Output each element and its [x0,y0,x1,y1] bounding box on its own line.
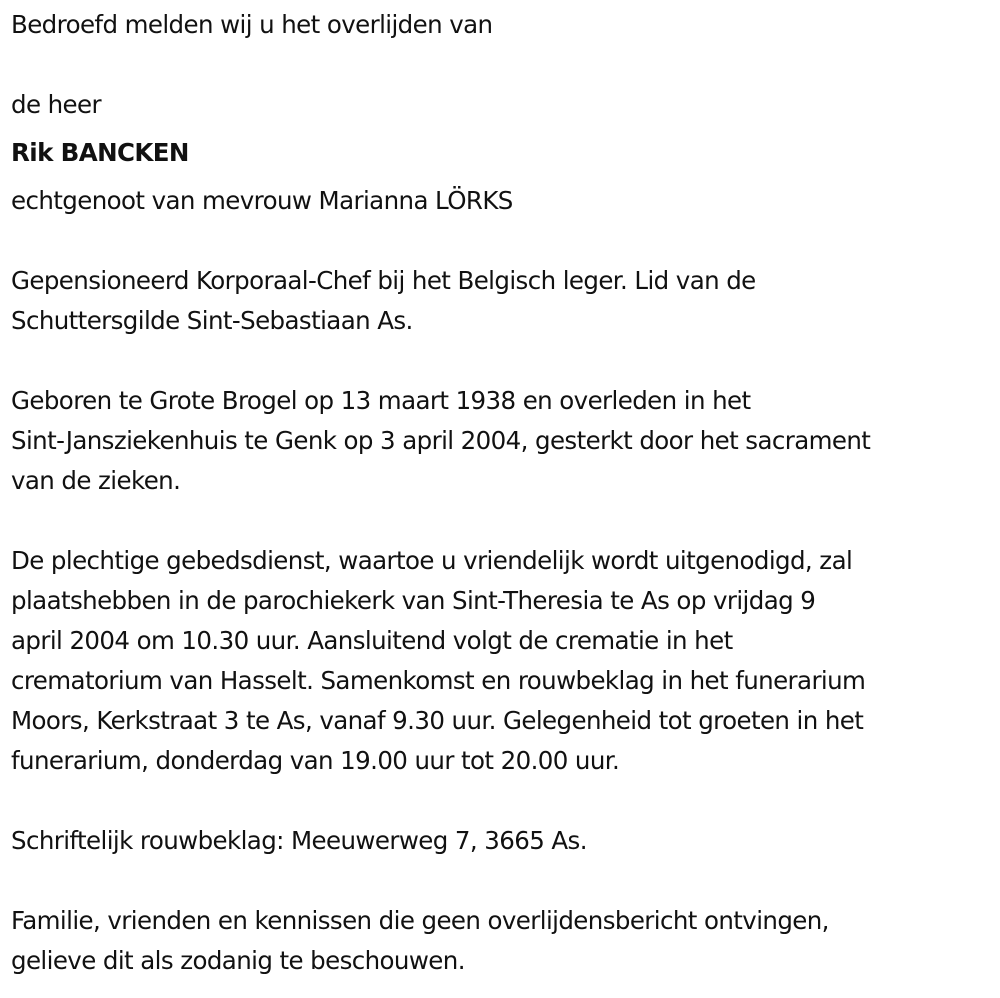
closing-line: gelieve dit als zodanig te beschouwen. [11,946,465,975]
spouse-text: echtgenoot van mevrouw Marianna LÖRKS [11,186,513,215]
service-line: funerarium, donderdag van 19.00 uur tot 20.00 uur. [11,746,620,775]
birth-death-line: Sint-Jansziekenhuis te Genk op 3 april 2004, gesterkt door het sacrament [11,426,871,455]
service-line: Moors, Kerkstraat 3 te As, vanaf 9.30 uur. Gelegenheid tot groeten in het [11,706,864,735]
closing-line: Familie, vrienden en kennissen die geen overlijdensbericht ontvingen, [11,906,829,935]
service-line: crematorium van Hasselt. Samenkomst en rouwbeklag in het funerarium [11,666,866,695]
deceased-name: Rik BANCKEN [11,138,189,167]
title-text: de heer [11,90,101,119]
service-line: De plechtige gebedsdienst, waartoe u vriendelijk wordt uitgenodigd, zal [11,546,853,575]
intro-text: Bedroefd melden wij u het overlijden van [11,10,493,39]
career-line: Schuttersgilde Sint-Sebastiaan As. [11,306,413,335]
career-line: Gepensioneerd Korporaal-Chef bij het Belgisch leger. Lid van de [11,266,756,295]
service-line: plaatshebben in de parochiekerk van Sint-Theresia te As op vrijdag 9 [11,586,816,615]
service-line: april 2004 om 10.30 uur. Aansluitend volgt de crematie in het [11,626,733,655]
condolence-address: Schriftelijk rouwbeklag: Meeuwerweg 7, 3665 As. [11,826,587,855]
birth-death-line: van de zieken. [11,466,181,495]
birth-death-line: Geboren te Grote Brogel op 13 maart 1938 en overleden in het [11,386,751,415]
